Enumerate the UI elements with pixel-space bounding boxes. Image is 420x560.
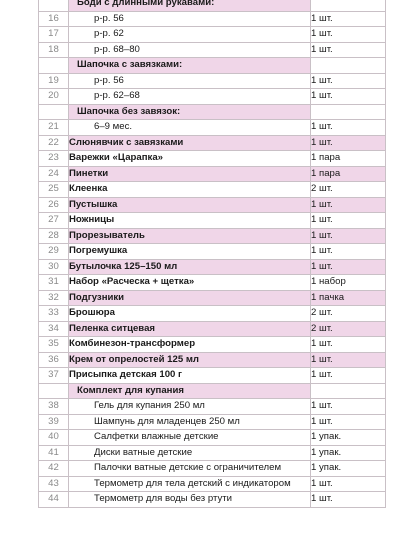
item-name: р-р. 62–68 [69,89,311,105]
table-row [39,492,386,508]
item-name: Пеленка ситцевая [69,321,311,337]
table-row [39,368,386,384]
item-name: Набор «Расческа + щетка» [69,275,311,291]
item-quantity: 1 шт. [311,42,386,58]
row-number: 27 [39,213,69,229]
item-quantity: 1 шт. [311,244,386,260]
items-table-body [39,0,386,507]
table-row [39,11,386,27]
item-quantity: 1 шт. [311,492,386,508]
section-title: Боди с длинными рукавами: [69,0,311,11]
item-quantity: 1 упак. [311,461,386,477]
table-row [39,445,386,461]
table-row [39,166,386,182]
table-row [39,414,386,430]
table-row [39,461,386,477]
table-row [39,120,386,136]
item-quantity: 1 набор [311,275,386,291]
item-name: Прорезыватель [69,228,311,244]
row-number: 32 [39,290,69,306]
table-row [39,275,386,291]
item-quantity: 1 шт. [311,228,386,244]
item-name: Палочки ватные детские с ограничителем [69,461,311,477]
row-number: 42 [39,461,69,477]
item-name: Пинетки [69,166,311,182]
section-title: Шапочка с завязками: [69,58,311,74]
table-row [39,244,386,260]
section-header-row [39,0,386,11]
row-number: 22 [39,135,69,151]
table-row [39,27,386,43]
row-number [39,58,69,74]
row-number: 31 [39,275,69,291]
item-quantity: 1 шт. [311,27,386,43]
item-quantity: 1 пачка [311,290,386,306]
item-name: Гель для купания 250 мл [69,399,311,415]
item-quantity: 1 шт. [311,414,386,430]
row-number: 23 [39,151,69,167]
item-name: Термометр для тела детский с индикатором [69,476,311,492]
table-row [39,135,386,151]
section-title: Комплект для купания [69,383,311,399]
item-name: 6–9 мес. [69,120,311,136]
item-quantity: 1 упак. [311,430,386,446]
row-number: 33 [39,306,69,322]
section-header-row [39,383,386,399]
item-quantity: 1 шт. [311,352,386,368]
table-row [39,399,386,415]
item-name: Бутылочка 125–150 мл [69,259,311,275]
table-row [39,42,386,58]
table-row [39,337,386,353]
item-quantity [311,0,386,11]
row-number: 35 [39,337,69,353]
item-quantity: 2 шт. [311,182,386,198]
items-table [38,0,386,508]
row-number: 43 [39,476,69,492]
row-number: 16 [39,11,69,27]
table-row [39,290,386,306]
section-header-row [39,104,386,120]
row-number: 40 [39,430,69,446]
section-header-row [39,58,386,74]
row-number: 21 [39,120,69,136]
table-row [39,430,386,446]
item-quantity: 1 пара [311,166,386,182]
item-name: Термометр для воды без ртути [69,492,311,508]
row-number: 25 [39,182,69,198]
item-name: Погремушка [69,244,311,260]
item-quantity: 1 шт. [311,368,386,384]
item-name: р-р. 68–80 [69,42,311,58]
item-name: Диски ватные детские [69,445,311,461]
row-number [39,383,69,399]
row-number: 34 [39,321,69,337]
row-number: 28 [39,228,69,244]
row-number: 38 [39,399,69,415]
item-quantity: 2 шт. [311,306,386,322]
row-number: 44 [39,492,69,508]
item-name: Комбинезон-трансформер [69,337,311,353]
item-name: Варежки «Царапка» [69,151,311,167]
item-name: Пустышка [69,197,311,213]
table-row [39,151,386,167]
item-quantity: 1 шт. [311,213,386,229]
item-quantity: 1 шт. [311,11,386,27]
row-number: 29 [39,244,69,260]
item-name: р-р. 56 [69,11,311,27]
row-number: 24 [39,166,69,182]
table-row [39,197,386,213]
table-row [39,73,386,89]
table-row [39,476,386,492]
item-quantity: 1 пара [311,151,386,167]
item-quantity: 1 шт. [311,337,386,353]
row-number [39,104,69,120]
item-name: Клеенка [69,182,311,198]
item-quantity: 2 шт. [311,321,386,337]
table-row [39,228,386,244]
table-row [39,182,386,198]
item-name: Слюнявчик с завязками [69,135,311,151]
item-quantity: 1 шт. [311,73,386,89]
row-number: 20 [39,89,69,105]
row-number: 30 [39,259,69,275]
row-number: 37 [39,368,69,384]
table-row [39,352,386,368]
item-name: Ножницы [69,213,311,229]
row-number: 17 [39,27,69,43]
table-row [39,259,386,275]
item-quantity: 1 шт. [311,399,386,415]
item-name: р-р. 56 [69,73,311,89]
item-name: Шампунь для младенцев 250 мл [69,414,311,430]
item-quantity: 1 шт. [311,259,386,275]
row-number: 26 [39,197,69,213]
item-name: Крем от опрелостей 125 мл [69,352,311,368]
row-number: 39 [39,414,69,430]
item-quantity: 1 упак. [311,445,386,461]
item-name: Присыпка детская 100 г [69,368,311,384]
item-quantity [311,383,386,399]
item-quantity [311,104,386,120]
item-quantity: 1 шт. [311,135,386,151]
row-number: 36 [39,352,69,368]
item-quantity: 1 шт. [311,197,386,213]
table-row [39,306,386,322]
item-quantity: 1 шт. [311,89,386,105]
item-name: Салфетки влажные детские [69,430,311,446]
table-row [39,89,386,105]
section-title: Шапочка без завязок: [69,104,311,120]
item-name: Брошюра [69,306,311,322]
page-bottom-margin [0,524,420,560]
item-quantity: 1 шт. [311,120,386,136]
table-row [39,213,386,229]
item-name: Подгузники [69,290,311,306]
item-name: р-р. 62 [69,27,311,43]
item-quantity: 1 шт. [311,476,386,492]
row-number [39,0,69,11]
item-quantity [311,58,386,74]
row-number: 18 [39,42,69,58]
row-number: 19 [39,73,69,89]
table-row [39,321,386,337]
row-number: 41 [39,445,69,461]
